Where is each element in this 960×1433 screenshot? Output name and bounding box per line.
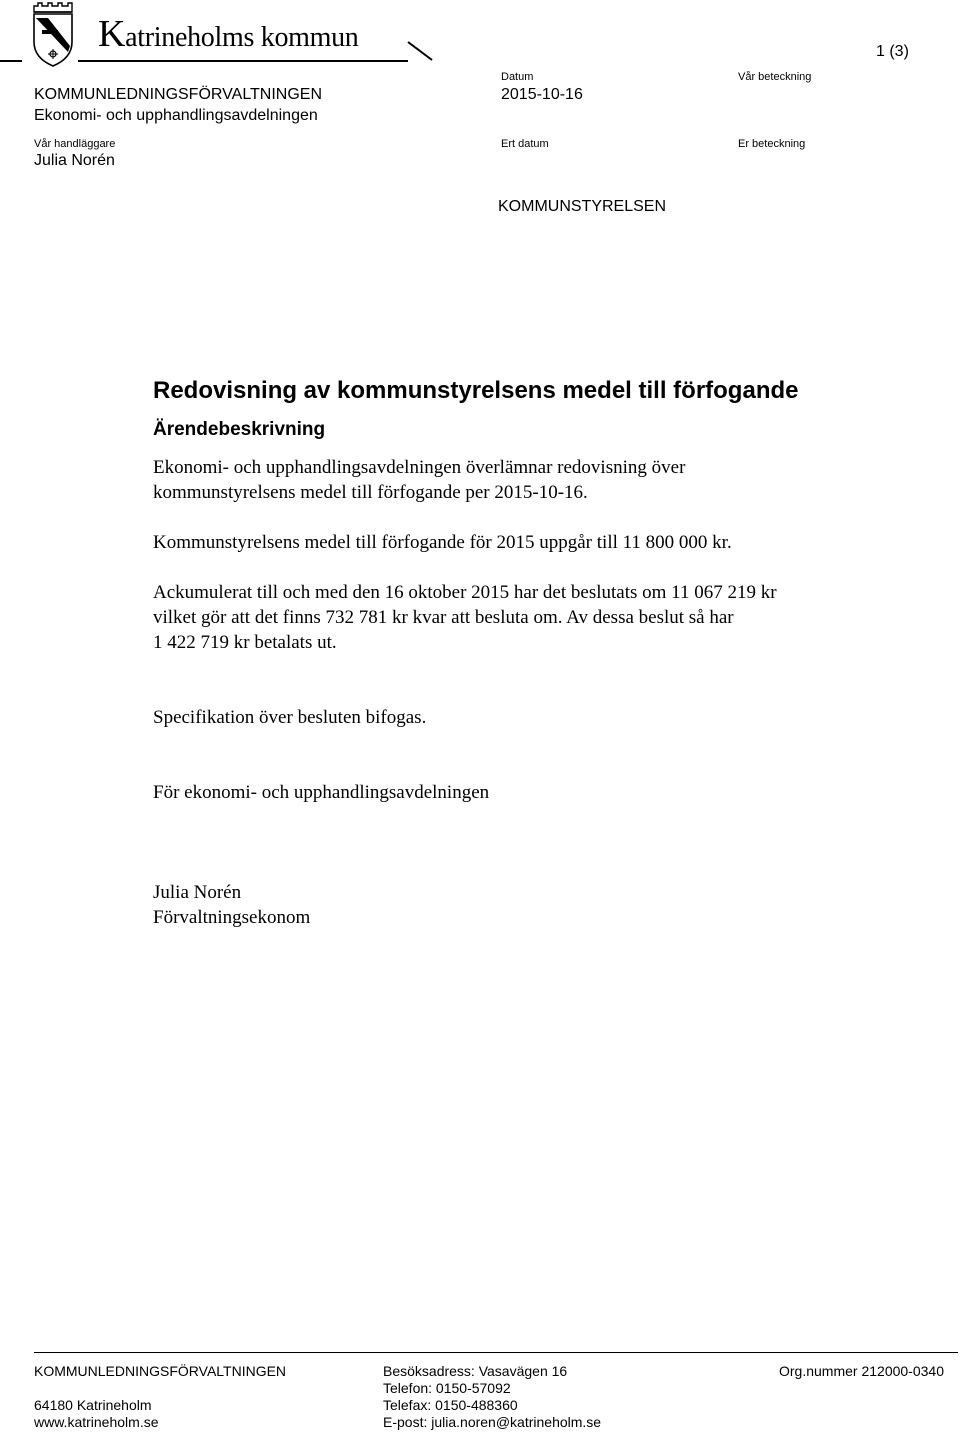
- footer-org-number: Org.nummer 212000-0340: [779, 1363, 944, 1379]
- paragraph-budget: Kommunstyrelsens medel till förfogande för 2015 uppgår till 11 800 000 kr.: [153, 532, 732, 553]
- logo-rest: atrineholms kommun: [125, 22, 359, 53]
- date-value: 2015-10-16: [501, 86, 583, 103]
- our-reference-label: Vår beteckning: [738, 71, 812, 83]
- org-name: KOMMUNLEDNINGSFÖRVALTNINGEN: [34, 86, 323, 103]
- signature-block: [153, 880, 310, 930]
- footer-phone: Telefon: 0150-57092: [383, 1380, 511, 1396]
- footer-postal: 64180 Katrineholm: [34, 1397, 152, 1413]
- footer-visit-address: Besöksadress: Vasavägen 16: [383, 1363, 568, 1379]
- recipient: KOMMUNSTYRELSEN: [498, 198, 667, 215]
- date-label: Datum: [501, 71, 534, 83]
- logo-initial: K: [98, 13, 126, 55]
- footer-fax: Telefax: 0150-488360: [383, 1397, 518, 1413]
- document-title: Redovisning av kommunstyrelsens medel till förfogande: [153, 377, 799, 404]
- logo-wordmark: [98, 12, 359, 56]
- your-reference-label: Er beteckning: [738, 138, 806, 150]
- footer-org: KOMMUNLEDNINGSFÖRVALTNINGEN: [34, 1363, 287, 1379]
- handler-label: Vår handläggare: [34, 138, 116, 150]
- logo-slash-decoration: [406, 40, 436, 64]
- header-rule-right: [78, 60, 408, 62]
- paragraph-line: 1 422 719 kr betalats ut.: [153, 632, 337, 653]
- signature-name: Julia Norén: [153, 882, 242, 903]
- coat-of-arms-icon: [28, 2, 78, 68]
- paragraph-intro: [153, 455, 685, 505]
- paragraph-line: Ackumulerat till och med den 16 oktober 2015 har det beslutats om 11 067 219 kr: [153, 582, 777, 603]
- closing-line: För ekonomi- och upphandlingsavdelningen: [153, 782, 490, 803]
- page-number: 1 (3): [876, 43, 909, 60]
- paragraph-line: Ekonomi- och upphandlingsavdelningen överlämnar redovisning över: [153, 457, 686, 478]
- handler-name: Julia Norén: [34, 152, 115, 169]
- footer-rule: [34, 1352, 958, 1353]
- paragraph-attachment: Specifikation över besluten bifogas.: [153, 707, 427, 728]
- paragraph-line: vilket gör att det finns 732 781 kr kvar att besluta om. Av dessa beslut så har: [153, 607, 734, 628]
- paragraph-accumulated: [153, 580, 777, 655]
- your-date-label: Ert datum: [501, 138, 549, 150]
- signature-title: Förvaltningsekonom: [153, 907, 311, 928]
- paragraph-line: kommunstyrelsens medel till förfogande per 2015-10-16.: [153, 482, 588, 503]
- department-name: Ekonomi- och upphandlingsavdelningen: [34, 107, 318, 124]
- section-heading: Ärendebeskrivning: [153, 419, 326, 440]
- footer-website[interactable]: www.katrineholm.se: [34, 1414, 159, 1430]
- header-rule-left: [0, 60, 22, 62]
- footer-email[interactable]: E-post: julia.noren@katrineholm.se: [383, 1414, 602, 1430]
